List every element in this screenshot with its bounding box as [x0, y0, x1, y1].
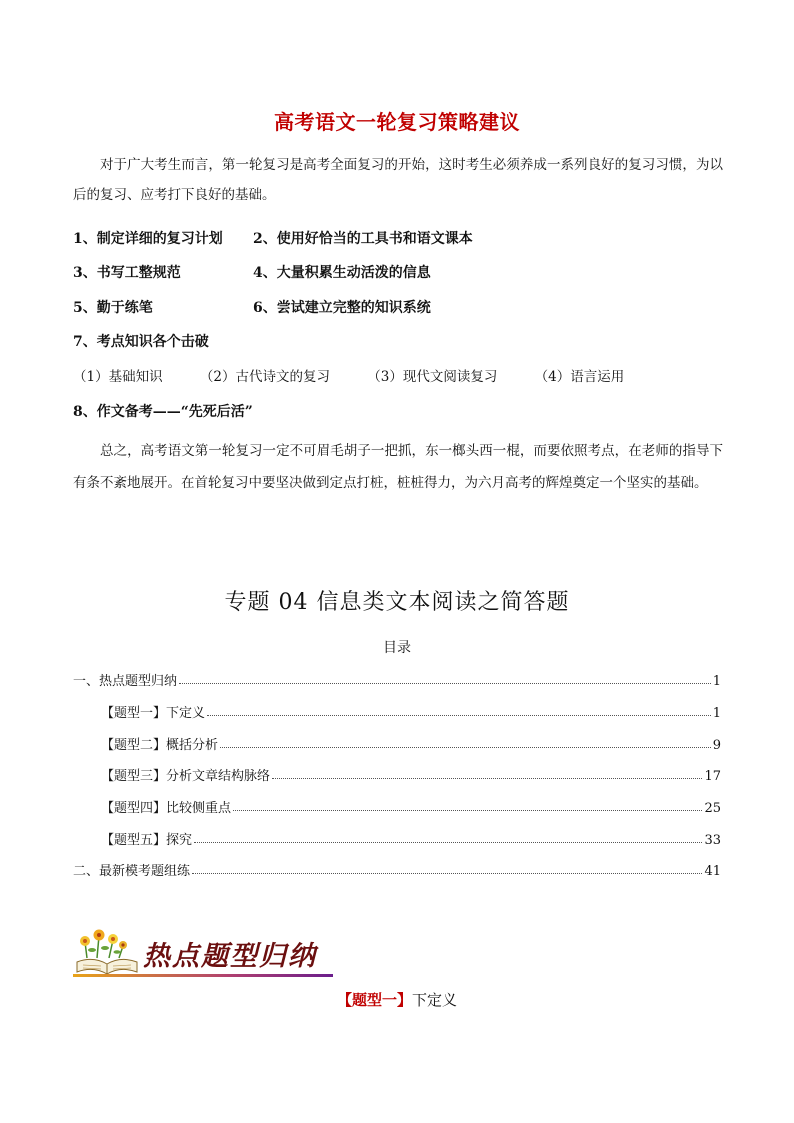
subitems-list — [73, 366, 657, 388]
toc-entry-page: 41 — [704, 864, 721, 879]
section-label: 下定义 — [412, 991, 458, 1009]
item-1: 1、制定详细的复习计划 — [73, 231, 223, 247]
item-row-1 — [73, 228, 473, 250]
toc-entry[interactable] — [101, 733, 721, 753]
topic-title: 专题 04 信息类文本阅读之简答题 — [224, 590, 570, 615]
subitem-4: （4）语言运用 — [534, 369, 625, 385]
toc-entry-page: 33 — [704, 833, 721, 848]
item-3: 3、书写工整规范 — [73, 265, 181, 281]
toc-entry[interactable] — [101, 764, 721, 784]
toc-heading: 目录 — [383, 640, 411, 656]
toc-entry-page: 1 — [712, 674, 721, 689]
page-title: 高考语文一轮复习策略建议 — [274, 110, 520, 134]
subitem-1: （1）基础知识 — [73, 369, 163, 385]
toc-entry-label: 【题型四】比较侧重点 — [101, 801, 232, 816]
toc-entry-label: 【题型五】探究 — [101, 833, 193, 848]
toc-entry-page: 25 — [704, 801, 721, 816]
toc-leader-dots — [179, 682, 711, 684]
conclusion-paragraph: 总之，高考语文第一轮复习一定不可眉毛胡子一把抓，东一榔头西一棍，而要依照考点，在老师的指导下有条不紊地展开。在首轮复习中要坚决做到定点打桩，桩桩得力，为六月高考的辉煌奠定一个坚实的基础。 — [73, 443, 723, 491]
book-flowers-icon — [73, 928, 141, 976]
item-6: 6、尝试建立完整的知识系统 — [253, 300, 431, 316]
subitem-2: （2）古代诗文的复习 — [199, 369, 330, 385]
toc-leader-dots — [233, 809, 702, 811]
toc-entry-label: 【题型三】分析文章结构脉络 — [101, 769, 271, 784]
banner-underline — [73, 974, 333, 977]
item-4: 4、大量积累生动活泼的信息 — [253, 265, 431, 281]
item-row-3 — [73, 297, 431, 319]
toc-entry-label: 【题型二】概括分析 — [101, 738, 219, 753]
section-tag: 【题型一】 — [336, 991, 412, 1009]
subitem-3: （3）现代文阅读复习 — [367, 369, 498, 385]
toc-entry[interactable] — [73, 859, 721, 879]
item-8: 8、作文备考——“先死后活” — [73, 404, 253, 420]
toc-entry[interactable] — [101, 796, 721, 816]
toc-entry[interactable] — [101, 701, 721, 721]
item-5: 5、勤于练笔 — [73, 300, 153, 316]
toc-leader-dots — [220, 746, 711, 748]
banner-title: 热点题型归纳 — [143, 941, 317, 972]
toc-entry-label: 二、最新模考题组练 — [73, 864, 191, 879]
item-2: 2、使用好恰当的工具书和语文课本 — [253, 231, 473, 247]
toc-entry-page: 17 — [704, 769, 721, 784]
section-heading — [0, 989, 794, 1010]
item-row-2 — [73, 262, 431, 284]
toc-leader-dots — [194, 841, 702, 843]
toc-entry-label: 【题型一】下定义 — [101, 706, 206, 721]
toc-leader-dots — [272, 777, 702, 779]
toc-entry[interactable] — [101, 828, 721, 848]
toc-entry[interactable] — [73, 669, 721, 689]
intro-paragraph: 对于广大考生而言，第一轮复习是高考全面复习的开始，这时考生必须养成一系列良好的复习习惯，为以后的复习、应考打下良好的基础。 — [73, 157, 723, 203]
toc-leader-dots — [192, 872, 702, 874]
toc-entry-label: 一、热点题型归纳 — [73, 674, 178, 689]
toc-entry-page: 9 — [712, 738, 721, 753]
toc-entry-page: 1 — [712, 706, 721, 721]
section-banner — [73, 928, 333, 980]
item-7: 7、考点知识各个击破 — [73, 334, 209, 350]
toc-leader-dots — [207, 714, 711, 716]
